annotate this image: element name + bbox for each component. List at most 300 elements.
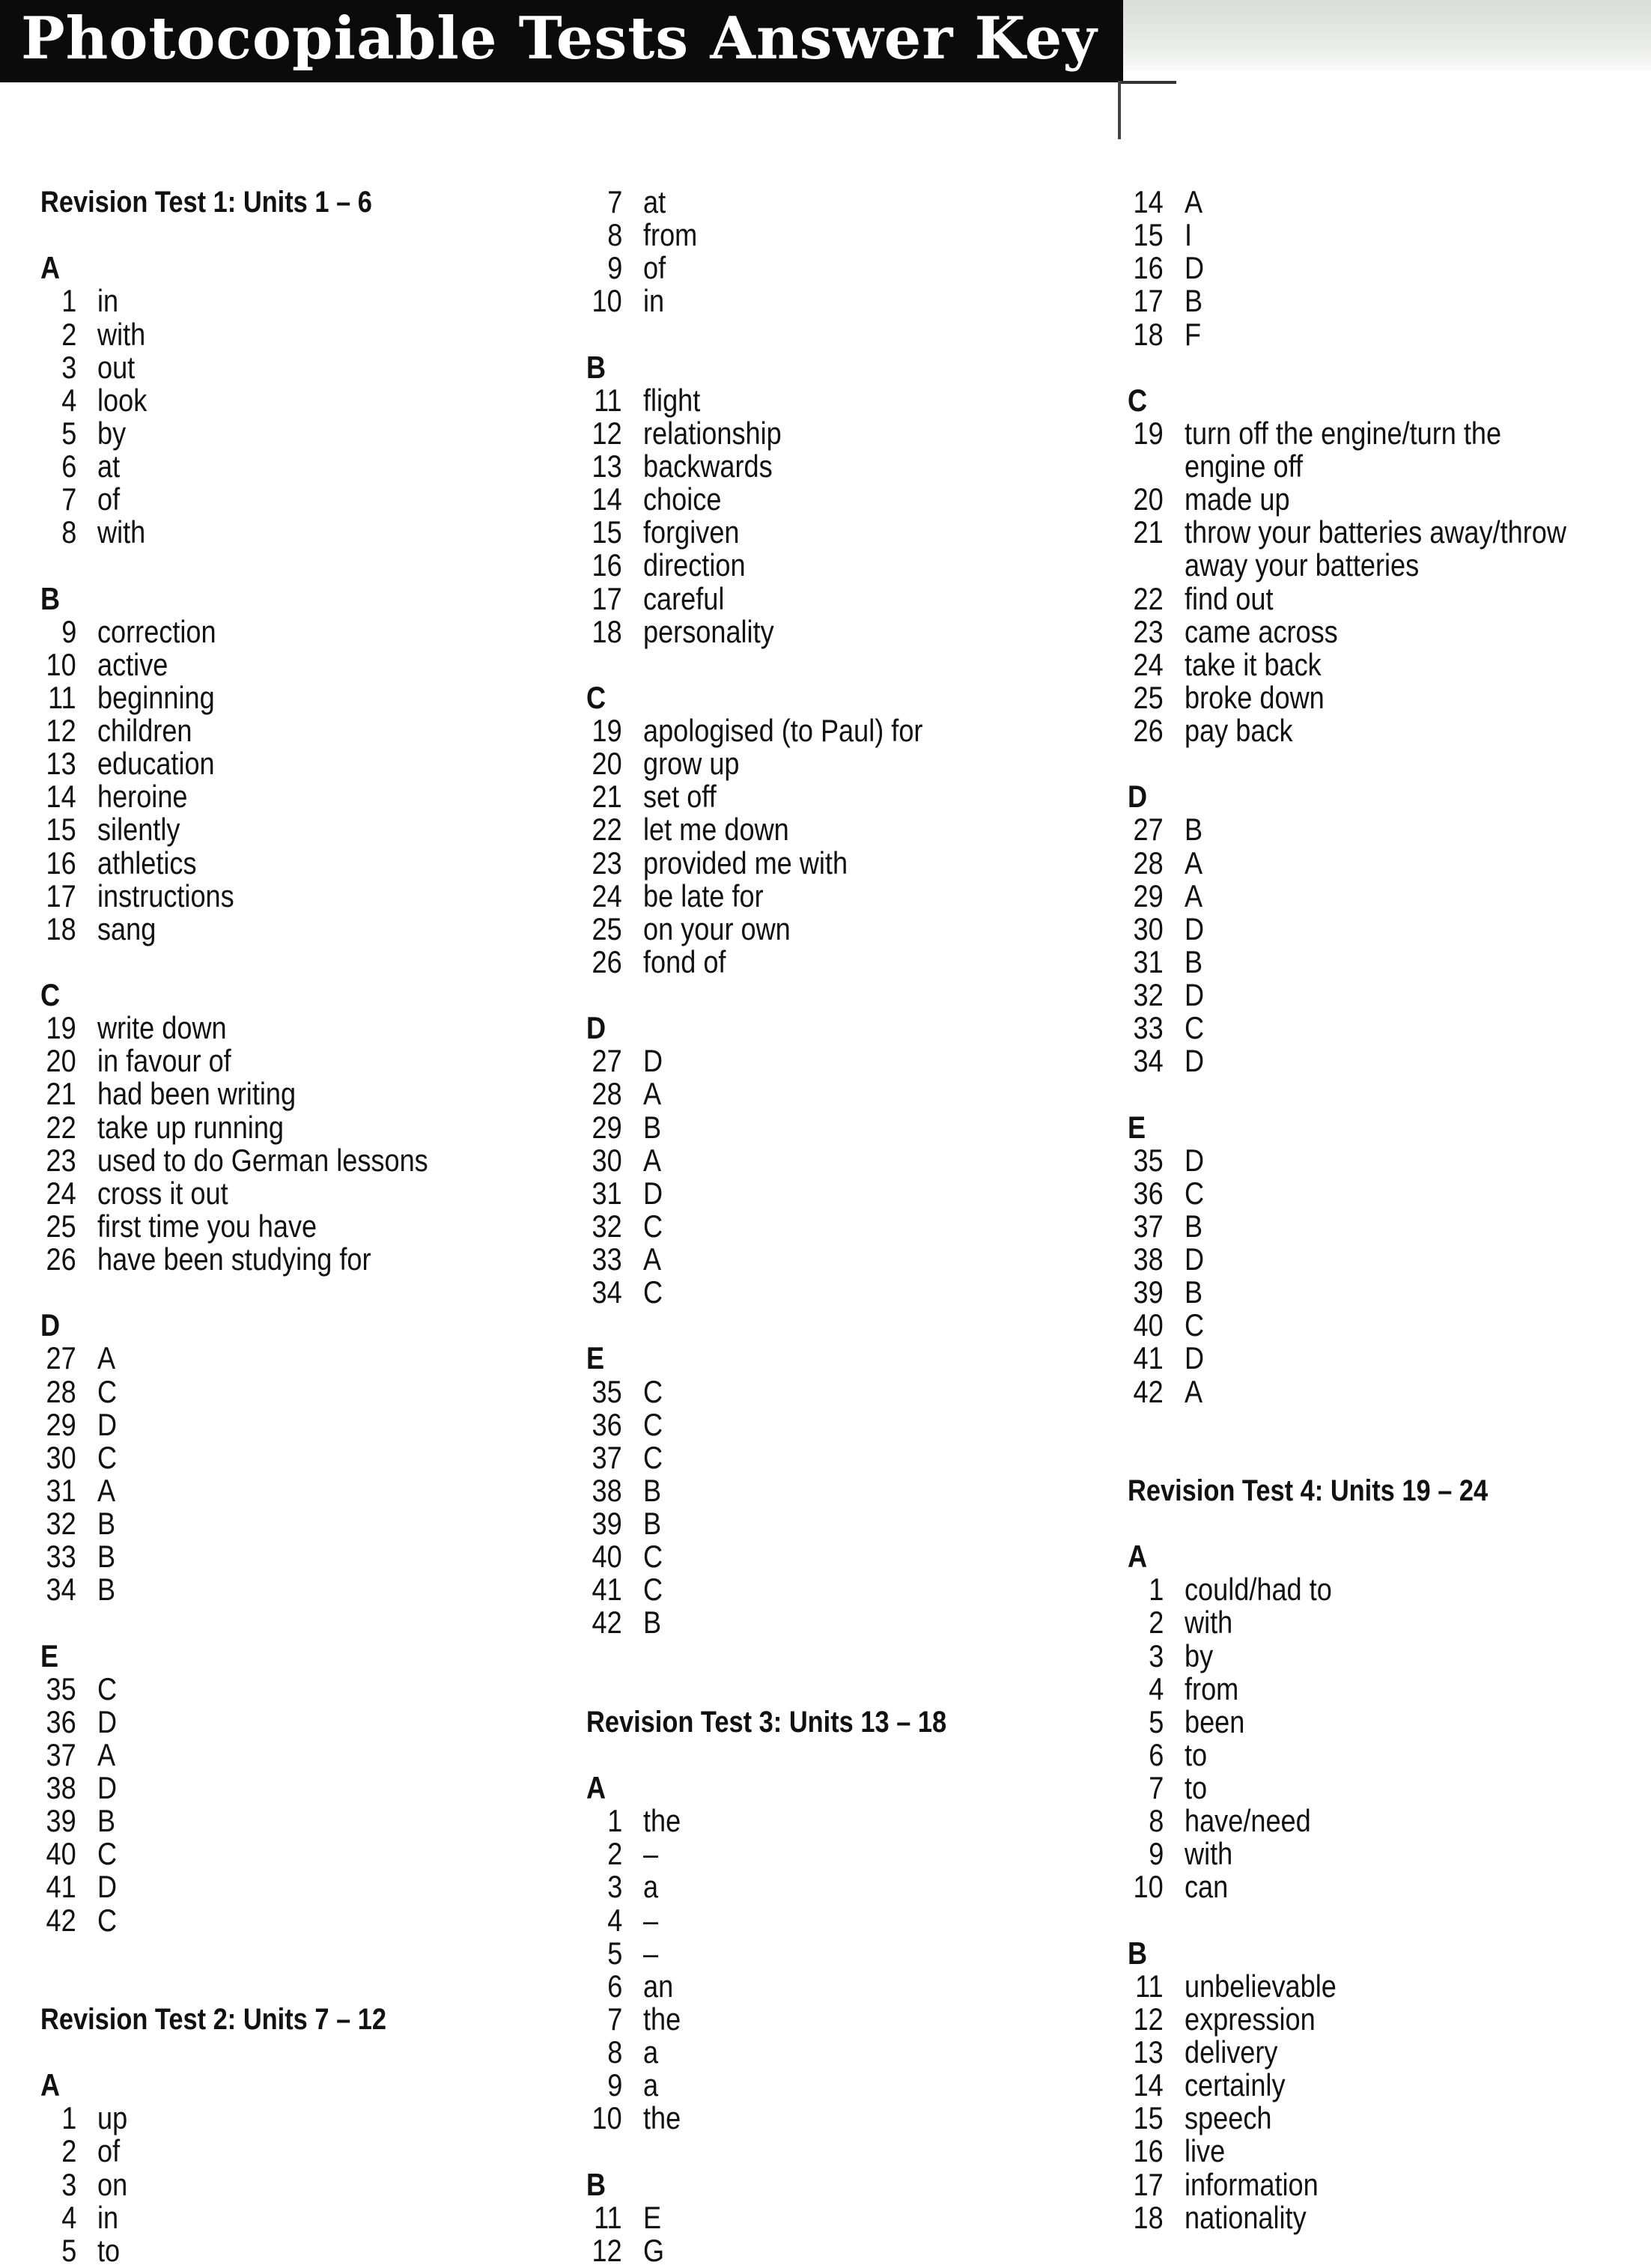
item-number-text: 33 bbox=[592, 1241, 622, 1277]
item-number-text: 6 bbox=[606, 1968, 622, 2004]
answer-item bbox=[586, 714, 1005, 747]
item-number bbox=[1128, 1805, 1164, 1837]
item-number bbox=[1128, 615, 1164, 648]
item-answer bbox=[97, 1772, 120, 1805]
item-number bbox=[40, 780, 76, 813]
part-letter bbox=[40, 1309, 443, 1342]
part-letter bbox=[40, 580, 443, 616]
item-number bbox=[1128, 1606, 1164, 1639]
part-letter-text: D bbox=[40, 1307, 61, 1343]
item-answer-text: turn off the engine/turn the bbox=[1185, 415, 1502, 451]
item-number-text: 16 bbox=[592, 547, 622, 583]
answer-item bbox=[40, 1870, 443, 1903]
item-number-text: 36 bbox=[592, 1406, 622, 1442]
blank-line bbox=[586, 1739, 1005, 1772]
item-number bbox=[40, 1210, 76, 1243]
part-letter bbox=[40, 252, 443, 285]
part-letter-text: D bbox=[586, 1010, 606, 1046]
item-number-text: 30 bbox=[1133, 910, 1164, 946]
item-answer bbox=[97, 1540, 118, 1573]
answer-item bbox=[586, 615, 1005, 648]
item-answer-text: A bbox=[97, 1736, 116, 1772]
item-number bbox=[586, 1507, 622, 1540]
item-answer bbox=[643, 1111, 664, 1144]
answer-item bbox=[1128, 186, 1546, 219]
item-number bbox=[1128, 681, 1164, 714]
item-answer bbox=[643, 1937, 660, 1970]
item-answer bbox=[97, 880, 256, 913]
part-letter bbox=[1128, 1937, 1546, 1970]
item-number-text: 22 bbox=[1133, 580, 1164, 616]
item-number bbox=[40, 1837, 76, 1870]
item-answer bbox=[643, 417, 804, 450]
item-answer bbox=[1185, 681, 1347, 714]
item-answer-text: to bbox=[1185, 1770, 1208, 1805]
item-number bbox=[586, 1077, 622, 1110]
item-number-text: 5 bbox=[61, 415, 76, 451]
item-number-text: 34 bbox=[592, 1274, 622, 1310]
item-answer-text: B bbox=[1185, 812, 1203, 848]
answer-item bbox=[1128, 714, 1546, 747]
item-number bbox=[586, 1375, 622, 1408]
item-answer bbox=[1185, 1276, 1205, 1309]
item-number-text: 14 bbox=[592, 481, 622, 517]
item-number-text: 19 bbox=[592, 713, 622, 748]
item-answer bbox=[1185, 1703, 1254, 1739]
item-answer bbox=[1185, 252, 1207, 285]
item-number bbox=[586, 252, 622, 285]
item-answer-text: B bbox=[1185, 1274, 1203, 1310]
answer-item bbox=[1128, 1970, 1546, 2003]
item-answer bbox=[97, 1243, 416, 1276]
answer-item bbox=[1128, 681, 1546, 714]
answer-item bbox=[40, 648, 443, 681]
answer-item bbox=[586, 1870, 1005, 1903]
item-answer-text: the bbox=[643, 2100, 681, 2136]
item-answer-text: an bbox=[643, 1968, 674, 2004]
answer-item bbox=[40, 780, 443, 813]
item-number-text: 17 bbox=[1133, 283, 1164, 319]
item-answer-text: cross it out bbox=[97, 1175, 228, 1211]
answer-item bbox=[40, 1342, 443, 1375]
item-answer-text: A bbox=[1185, 1373, 1203, 1409]
item-number-text: 21 bbox=[1133, 514, 1164, 550]
item-answer bbox=[1185, 1243, 1207, 1276]
answer-item bbox=[40, 1144, 443, 1177]
item-answer bbox=[97, 1507, 118, 1540]
item-answer-text: up bbox=[97, 2100, 128, 2136]
item-answer bbox=[1185, 1640, 1217, 1673]
answer-item bbox=[40, 1507, 443, 1540]
item-answer-text: with bbox=[97, 514, 146, 550]
item-number-text: 40 bbox=[592, 1539, 622, 1575]
item-answer bbox=[643, 847, 881, 880]
item-number bbox=[40, 1573, 76, 1606]
item-number bbox=[1128, 2003, 1164, 2036]
item-answer bbox=[643, 1441, 666, 1474]
item-number-text: 7 bbox=[61, 481, 76, 517]
item-answer bbox=[643, 943, 739, 979]
item-number bbox=[40, 1144, 76, 1177]
item-number-text: 4 bbox=[61, 2199, 76, 2235]
item-number-text: 26 bbox=[1133, 713, 1164, 748]
item-number-text: 7 bbox=[606, 184, 622, 219]
answer-item bbox=[40, 1243, 443, 1276]
answer-item bbox=[40, 1177, 443, 1210]
item-answer bbox=[1185, 2102, 1286, 2135]
item-answer-text: take up running bbox=[97, 1109, 285, 1145]
blank-line bbox=[1128, 1408, 1546, 1441]
item-answer-text: B bbox=[643, 1506, 662, 1541]
part-letter bbox=[40, 979, 443, 1012]
item-number-text: 1 bbox=[606, 1803, 622, 1839]
answer-item bbox=[1128, 549, 1546, 582]
item-answer bbox=[97, 318, 153, 351]
item-answer bbox=[643, 813, 812, 846]
answer-item bbox=[40, 2102, 443, 2135]
item-number bbox=[40, 1111, 76, 1144]
answer-item bbox=[586, 747, 1005, 780]
item-number-text: 14 bbox=[46, 779, 76, 815]
item-number bbox=[40, 1375, 76, 1408]
item-answer bbox=[1185, 615, 1363, 648]
answer-item bbox=[1128, 1309, 1546, 1342]
item-answer bbox=[1185, 1342, 1207, 1375]
answer-item bbox=[586, 580, 1005, 616]
part-letter-text: A bbox=[1128, 1539, 1148, 1575]
item-answer bbox=[97, 384, 155, 417]
item-answer-text: C bbox=[643, 1406, 663, 1442]
item-number-text: 10 bbox=[592, 2100, 622, 2136]
item-number bbox=[1128, 1177, 1164, 1210]
item-number bbox=[40, 1441, 76, 1474]
blank-line bbox=[40, 1937, 443, 1970]
item-answer bbox=[97, 516, 153, 549]
item-number bbox=[1128, 847, 1164, 880]
part-letter bbox=[586, 1012, 1005, 1045]
item-answer-text: backwards bbox=[643, 449, 773, 484]
item-number-text: 31 bbox=[592, 1175, 622, 1211]
part-letter bbox=[586, 351, 1005, 384]
item-answer bbox=[97, 1111, 314, 1144]
item-answer-text: C bbox=[97, 1902, 118, 1938]
item-number-text: 13 bbox=[46, 746, 76, 782]
item-answer bbox=[643, 1474, 664, 1507]
item-number bbox=[40, 384, 76, 417]
item-answer bbox=[97, 681, 234, 714]
item-answer-text: broke down bbox=[1185, 679, 1325, 715]
item-answer bbox=[1185, 580, 1288, 616]
item-number bbox=[586, 450, 622, 483]
heading-text: Revision Test 2: Units 7 – 12 bbox=[40, 2002, 387, 2036]
item-number bbox=[586, 1606, 622, 1639]
item-answer bbox=[1185, 1012, 1207, 1045]
item-number bbox=[586, 2003, 622, 2036]
item-number-text: 5 bbox=[61, 2232, 76, 2268]
item-answer bbox=[643, 384, 710, 417]
item-number-text: 18 bbox=[46, 910, 76, 946]
answer-item bbox=[586, 1606, 1005, 1639]
item-answer-text: the bbox=[643, 1803, 681, 1839]
item-number-text: 18 bbox=[1133, 316, 1164, 352]
corner-rule-vertical bbox=[1118, 81, 1121, 139]
item-answer bbox=[1185, 219, 1194, 252]
item-number bbox=[40, 2168, 76, 2201]
item-number-text: 2 bbox=[1148, 1605, 1164, 1641]
section-heading bbox=[40, 2003, 443, 2036]
item-answer bbox=[97, 1342, 118, 1375]
item-number-text: 16 bbox=[1133, 2133, 1164, 2169]
answer-item bbox=[1128, 483, 1546, 516]
item-number bbox=[586, 615, 622, 648]
item-number-text: 25 bbox=[1133, 679, 1164, 715]
item-answer bbox=[97, 813, 193, 846]
item-answer-text: E bbox=[643, 2199, 662, 2235]
item-number-text: 24 bbox=[46, 1175, 76, 1211]
item-number-text: 34 bbox=[1133, 1043, 1164, 1079]
item-answer-text: had been writing bbox=[97, 1076, 297, 1112]
blank-line bbox=[40, 2036, 443, 2069]
item-answer bbox=[643, 1243, 664, 1276]
item-number-text: 28 bbox=[46, 1373, 76, 1409]
item-number bbox=[40, 847, 76, 880]
item-number bbox=[1128, 1375, 1164, 1408]
answer-item bbox=[40, 2168, 443, 2201]
answer-item bbox=[40, 910, 443, 946]
item-answer-text: B bbox=[643, 1472, 662, 1508]
item-answer bbox=[643, 516, 755, 549]
item-answer bbox=[643, 910, 815, 946]
answer-item bbox=[40, 1540, 443, 1573]
item-number-text: 41 bbox=[46, 1869, 76, 1905]
item-answer-text: B bbox=[97, 1803, 116, 1839]
item-answer-text: C bbox=[643, 1572, 663, 1608]
item-answer-text: instructions bbox=[97, 878, 234, 913]
item-answer bbox=[643, 2102, 687, 2135]
item-answer-text: A bbox=[97, 1340, 116, 1376]
item-number bbox=[1128, 483, 1164, 516]
item-number bbox=[1128, 1276, 1164, 1309]
item-number-text: 3 bbox=[61, 349, 76, 385]
item-answer-text: engine off bbox=[1185, 449, 1304, 484]
item-number bbox=[586, 747, 622, 780]
item-answer-text: delivery bbox=[1185, 2034, 1278, 2070]
item-answer bbox=[97, 1904, 120, 1937]
answer-item bbox=[40, 1077, 443, 1110]
answer-item bbox=[40, 813, 443, 846]
answer-item bbox=[1128, 219, 1546, 252]
item-number-text: 20 bbox=[1133, 481, 1164, 517]
item-answer-text: nationality bbox=[1185, 2199, 1307, 2235]
answer-item bbox=[1128, 450, 1546, 483]
part-letter-text: A bbox=[40, 2067, 61, 2103]
item-answer-text: D bbox=[1185, 250, 1205, 286]
item-answer bbox=[643, 1606, 664, 1639]
answer-item bbox=[40, 1670, 443, 1706]
answer-item bbox=[40, 2201, 443, 2234]
answer-item bbox=[1128, 813, 1546, 846]
item-number-text: 39 bbox=[46, 1803, 76, 1839]
answer-item bbox=[586, 1144, 1005, 1177]
item-number bbox=[1128, 648, 1164, 681]
item-answer-text: be late for bbox=[643, 878, 764, 913]
answer-item bbox=[586, 1408, 1005, 1441]
answer-item bbox=[1128, 2003, 1546, 2036]
answer-item bbox=[1128, 1870, 1546, 1903]
item-number-text: 27 bbox=[592, 1043, 622, 1079]
item-number-text: 42 bbox=[1133, 1373, 1164, 1409]
item-answer-text: with bbox=[1185, 1605, 1233, 1641]
item-answer-text: B bbox=[1185, 1208, 1203, 1244]
item-answer-text: C bbox=[97, 1836, 118, 1872]
item-number bbox=[40, 1507, 76, 1540]
item-answer-text: B bbox=[1185, 283, 1203, 319]
item-number bbox=[586, 1111, 622, 1144]
item-answer bbox=[97, 747, 234, 780]
blank-line bbox=[1128, 1507, 1546, 1540]
item-answer bbox=[1185, 648, 1343, 681]
blank-line bbox=[40, 1276, 443, 1309]
page-title: Photocopiable Tests Answer Key bbox=[21, 4, 1098, 73]
item-answer bbox=[1185, 1670, 1247, 1706]
item-number bbox=[586, 780, 622, 813]
item-answer-text: could/had to bbox=[1185, 1572, 1332, 1608]
item-number bbox=[586, 1805, 622, 1837]
item-number bbox=[40, 714, 76, 747]
answer-item bbox=[1128, 1573, 1546, 1606]
item-number bbox=[40, 1045, 76, 1077]
item-answer bbox=[643, 186, 669, 219]
item-answer bbox=[1185, 2003, 1337, 2036]
item-answer-text: have/need bbox=[1185, 1803, 1311, 1839]
item-number bbox=[586, 384, 622, 417]
item-number-text: 9 bbox=[606, 2067, 622, 2103]
item-number bbox=[586, 1243, 622, 1276]
item-answer-text: children bbox=[97, 713, 192, 748]
item-number bbox=[586, 2036, 622, 2069]
item-answer-text: D bbox=[97, 1869, 118, 1905]
item-number-text: 4 bbox=[606, 1902, 622, 1938]
answer-item bbox=[1128, 580, 1546, 616]
item-number bbox=[1128, 516, 1164, 549]
item-number-text: 17 bbox=[46, 878, 76, 913]
item-answer-text: athletics bbox=[97, 845, 197, 881]
answer-item bbox=[586, 219, 1005, 252]
answer-item bbox=[586, 1441, 1005, 1474]
item-answer-text: apologised (to Paul) for bbox=[643, 713, 923, 748]
item-number bbox=[40, 1772, 76, 1805]
item-number-text: 19 bbox=[1133, 415, 1164, 451]
item-number-text: 25 bbox=[46, 1208, 76, 1244]
item-number bbox=[40, 351, 76, 384]
item-number bbox=[1128, 2168, 1164, 2201]
item-answer-text: at bbox=[643, 184, 666, 219]
item-answer-text: to bbox=[1185, 1736, 1208, 1772]
item-number bbox=[40, 1904, 76, 1937]
item-number bbox=[1128, 2201, 1164, 2234]
blank-line bbox=[40, 1606, 443, 1639]
item-number-text: 25 bbox=[592, 910, 622, 946]
item-number-text: 22 bbox=[46, 1109, 76, 1145]
item-number-text: 1 bbox=[61, 2100, 76, 2136]
item-number-text: 17 bbox=[1133, 2166, 1164, 2202]
answer-item bbox=[586, 1243, 1005, 1276]
part-letter-text: C bbox=[1128, 382, 1148, 418]
item-answer-text: C bbox=[643, 1539, 663, 1575]
item-number bbox=[586, 580, 622, 616]
item-answer-text: in favour of bbox=[97, 1043, 231, 1079]
answer-item bbox=[1128, 847, 1546, 880]
item-answer bbox=[643, 747, 755, 780]
item-number-text: 12 bbox=[592, 415, 622, 451]
item-answer-text: look bbox=[97, 382, 148, 418]
item-number-text: 21 bbox=[592, 779, 622, 815]
item-answer bbox=[97, 1736, 118, 1772]
answer-item bbox=[586, 1474, 1005, 1507]
answer-item bbox=[1128, 514, 1566, 550]
header-band bbox=[1123, 0, 1651, 71]
item-answer bbox=[1185, 2135, 1232, 2168]
item-number bbox=[40, 747, 76, 780]
item-number-text: 2 bbox=[61, 316, 76, 352]
answer-item bbox=[586, 1177, 1005, 1210]
item-number-text: 29 bbox=[592, 1109, 622, 1145]
answer-item bbox=[586, 1077, 1005, 1110]
item-answer-text: expression bbox=[1185, 2001, 1316, 2037]
item-number bbox=[40, 880, 76, 913]
answer-item bbox=[40, 2234, 443, 2267]
item-answer-text: D bbox=[1185, 1043, 1205, 1079]
item-answer bbox=[97, 2234, 124, 2267]
item-number-text: 33 bbox=[46, 1539, 76, 1575]
item-answer-text: D bbox=[97, 1406, 118, 1442]
item-number-text: 7 bbox=[606, 2001, 622, 2037]
answer-item bbox=[40, 384, 443, 417]
item-number-text: 38 bbox=[46, 1770, 76, 1805]
item-number bbox=[40, 1243, 76, 1276]
item-answer bbox=[1185, 1970, 1361, 2003]
answer-item bbox=[40, 483, 443, 516]
blank-line bbox=[586, 1309, 1005, 1342]
answer-item bbox=[586, 847, 1005, 880]
item-answer bbox=[1185, 1736, 1211, 1772]
item-number-text: 23 bbox=[46, 1142, 76, 1178]
item-number-text: 42 bbox=[46, 1902, 76, 1938]
item-number bbox=[40, 1736, 76, 1772]
item-answer bbox=[643, 2003, 687, 2036]
item-number-text: 12 bbox=[46, 713, 76, 748]
item-answer bbox=[97, 1045, 253, 1077]
item-answer-text: let me down bbox=[643, 812, 789, 848]
item-number bbox=[1128, 219, 1164, 252]
item-number bbox=[586, 1045, 622, 1077]
item-answer-text: a bbox=[643, 2034, 659, 2070]
item-number bbox=[1128, 580, 1164, 616]
item-number-text: 35 bbox=[46, 1670, 76, 1706]
blank-line bbox=[586, 2135, 1005, 2168]
item-answer bbox=[97, 1408, 120, 1441]
title-bar bbox=[0, 0, 1123, 82]
item-number bbox=[40, 2135, 76, 2168]
item-answer-text: in bbox=[97, 2199, 119, 2235]
item-number-text: 15 bbox=[592, 514, 622, 550]
item-answer-text: heroine bbox=[97, 779, 188, 815]
answer-item bbox=[40, 318, 443, 351]
item-answer bbox=[643, 1177, 666, 1210]
item-number-text: 36 bbox=[46, 1703, 76, 1739]
answer-item bbox=[40, 1408, 443, 1441]
part-letter bbox=[40, 1640, 443, 1673]
